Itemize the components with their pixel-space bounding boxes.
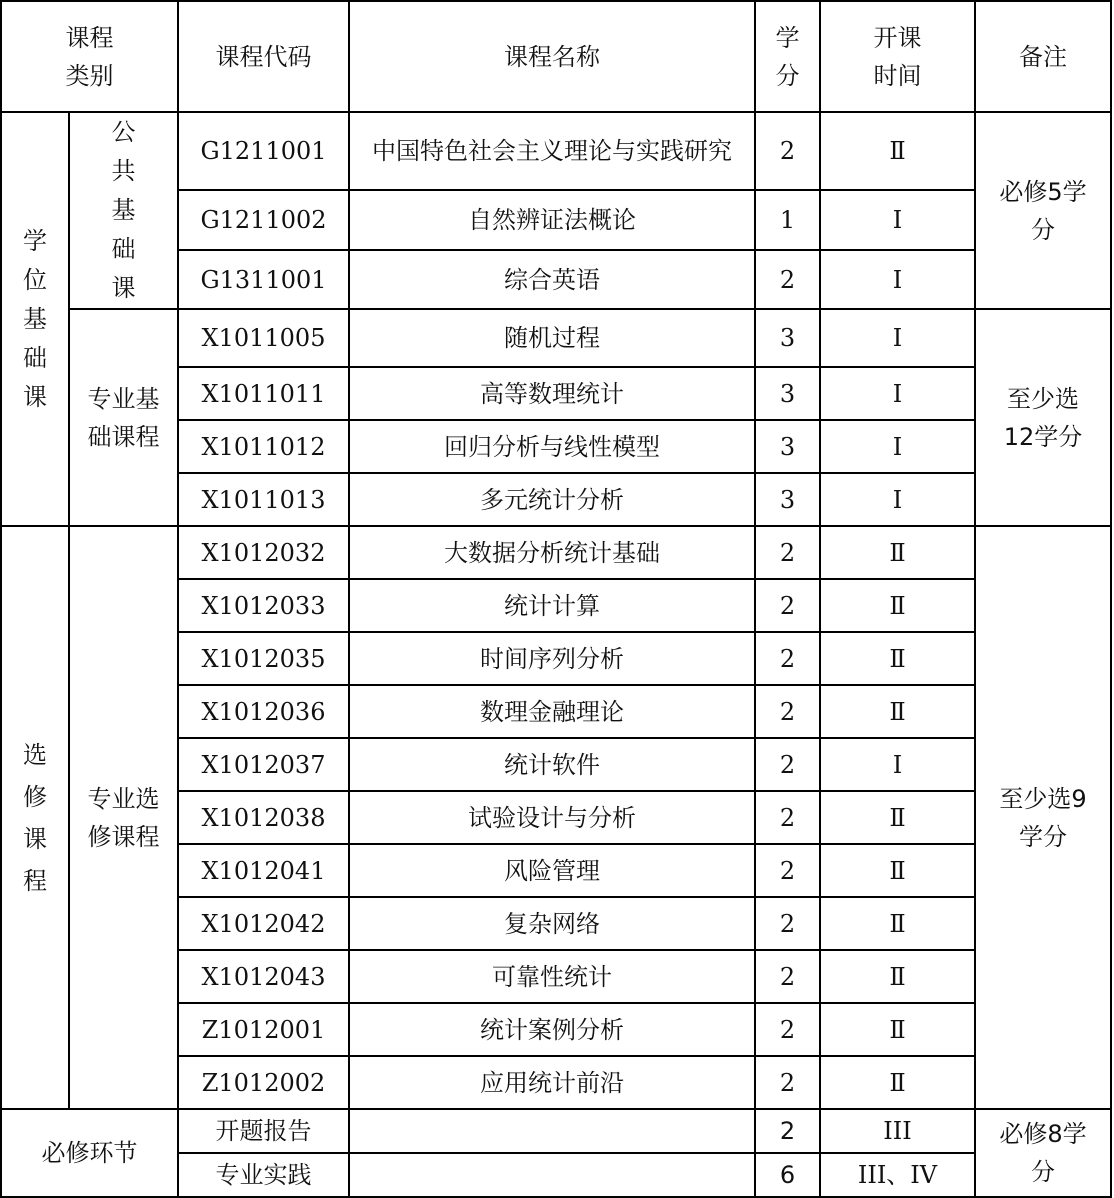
- group-degree-basic: 学 位 基 础 课: [1, 112, 69, 526]
- course-term: III、IV: [820, 1153, 975, 1197]
- table-row: [1, 526, 1111, 579]
- course-name: 试验设计与分析: [349, 791, 755, 844]
- header-note: 备注: [975, 1, 1111, 112]
- course-name: 多元统计分析: [349, 473, 755, 526]
- course-credit: 2: [755, 685, 820, 738]
- course-code: X1011005: [178, 309, 349, 367]
- course-code: X1012032: [178, 526, 349, 579]
- course-term: Ⅱ: [820, 950, 975, 1003]
- course-term: Ⅱ: [820, 579, 975, 632]
- note-public: 必修5学 分: [975, 112, 1111, 309]
- course-credit: 2: [755, 1109, 820, 1153]
- header-category: 课程 类别: [1, 1, 178, 112]
- course-code: X1012035: [178, 632, 349, 685]
- course-code: X1012043: [178, 950, 349, 1003]
- table-row: [1, 112, 1111, 190]
- course-term: Ⅱ: [820, 685, 975, 738]
- course-code: X1012038: [178, 791, 349, 844]
- course-credit: 2: [755, 950, 820, 1003]
- header-name: 课程名称: [349, 1, 755, 112]
- course-term: Ⅰ: [820, 250, 975, 309]
- course-name: 统计计算: [349, 579, 755, 632]
- course-credit: 2: [755, 579, 820, 632]
- note-major-basic: 至少选 12学分: [975, 309, 1111, 526]
- course-term: Ⅱ: [820, 112, 975, 190]
- course-name: 统计案例分析: [349, 1003, 755, 1056]
- course-credit: 3: [755, 367, 820, 420]
- course-credit: 2: [755, 791, 820, 844]
- table-row: [1, 1109, 1111, 1153]
- course-code: X1012033: [178, 579, 349, 632]
- course-term: Ⅰ: [820, 420, 975, 473]
- course-code: X1012037: [178, 738, 349, 791]
- course-credit: 2: [755, 1056, 820, 1109]
- course-code: X1012042: [178, 897, 349, 950]
- course-term: Ⅰ: [820, 738, 975, 791]
- course-code: 专业实践: [178, 1153, 349, 1197]
- course-name: 自然辨证法概论: [349, 190, 755, 250]
- course-term: Ⅱ: [820, 1056, 975, 1109]
- course-name: 可靠性统计: [349, 950, 755, 1003]
- group-major-basic: 专业基 础课程: [69, 309, 178, 526]
- group-public-basic: 公 共 基 础 课: [69, 112, 178, 309]
- course-credit: 3: [755, 309, 820, 367]
- course-credit: 2: [755, 112, 820, 190]
- course-term: Ⅱ: [820, 632, 975, 685]
- course-term: Ⅱ: [820, 897, 975, 950]
- course-term: Ⅰ: [820, 473, 975, 526]
- course-code: X1011011: [178, 367, 349, 420]
- course-name: 中国特色社会主义理论与实践研究: [349, 112, 755, 190]
- course-code: X1011012: [178, 420, 349, 473]
- course-code: G1211001: [178, 112, 349, 190]
- course-term: Ⅰ: [820, 190, 975, 250]
- course-name: [349, 1153, 755, 1197]
- course-credit: 2: [755, 897, 820, 950]
- course-credit: 2: [755, 632, 820, 685]
- course-code: G1311001: [178, 250, 349, 309]
- course-credit: 3: [755, 420, 820, 473]
- course-credit: 2: [755, 250, 820, 309]
- course-code: G1211002: [178, 190, 349, 250]
- course-credit: 6: [755, 1153, 820, 1197]
- table-row: [1, 309, 1111, 367]
- course-name: 数理金融理论: [349, 685, 755, 738]
- header-credit: 学 分: [755, 1, 820, 112]
- course-credit: 2: [755, 526, 820, 579]
- header-term: 开课 时间: [820, 1, 975, 112]
- course-name: 高等数理统计: [349, 367, 755, 420]
- course-code: Z1012001: [178, 1003, 349, 1056]
- course-code: X1012041: [178, 844, 349, 897]
- course-name: 综合英语: [349, 250, 755, 309]
- course-name: 复杂网络: [349, 897, 755, 950]
- course-credit: 2: [755, 844, 820, 897]
- course-code: 开题报告: [178, 1109, 349, 1153]
- course-credit: 2: [755, 1003, 820, 1056]
- note-elective: 至少选9 学分: [975, 526, 1111, 1109]
- course-code: X1011013: [178, 473, 349, 526]
- course-credit: 3: [755, 473, 820, 526]
- course-term: Ⅰ: [820, 309, 975, 367]
- course-name: 应用统计前沿: [349, 1056, 755, 1109]
- course-name: [349, 1109, 755, 1153]
- course-name: 大数据分析统计基础: [349, 526, 755, 579]
- course-term: Ⅱ: [820, 1003, 975, 1056]
- note-required: 必修8学 分: [975, 1109, 1111, 1197]
- course-term: III: [820, 1109, 975, 1153]
- group-required-links: 必修环节: [1, 1109, 178, 1197]
- course-term: Ⅱ: [820, 844, 975, 897]
- course-name: 随机过程: [349, 309, 755, 367]
- course-term: Ⅰ: [820, 367, 975, 420]
- group-elective: 选 修 课 程: [1, 526, 69, 1109]
- course-name: 统计软件: [349, 738, 755, 791]
- group-major-elective: 专业选 修课程: [69, 526, 178, 1109]
- course-code: X1012036: [178, 685, 349, 738]
- course-credit: 1: [755, 190, 820, 250]
- header-code: 课程代码: [178, 1, 349, 112]
- course-name: 时间序列分析: [349, 632, 755, 685]
- course-name: 风险管理: [349, 844, 755, 897]
- course-name: 回归分析与线性模型: [349, 420, 755, 473]
- course-term: Ⅱ: [820, 791, 975, 844]
- course-code: Z1012002: [178, 1056, 349, 1109]
- course-term: Ⅱ: [820, 526, 975, 579]
- course-credit: 2: [755, 738, 820, 791]
